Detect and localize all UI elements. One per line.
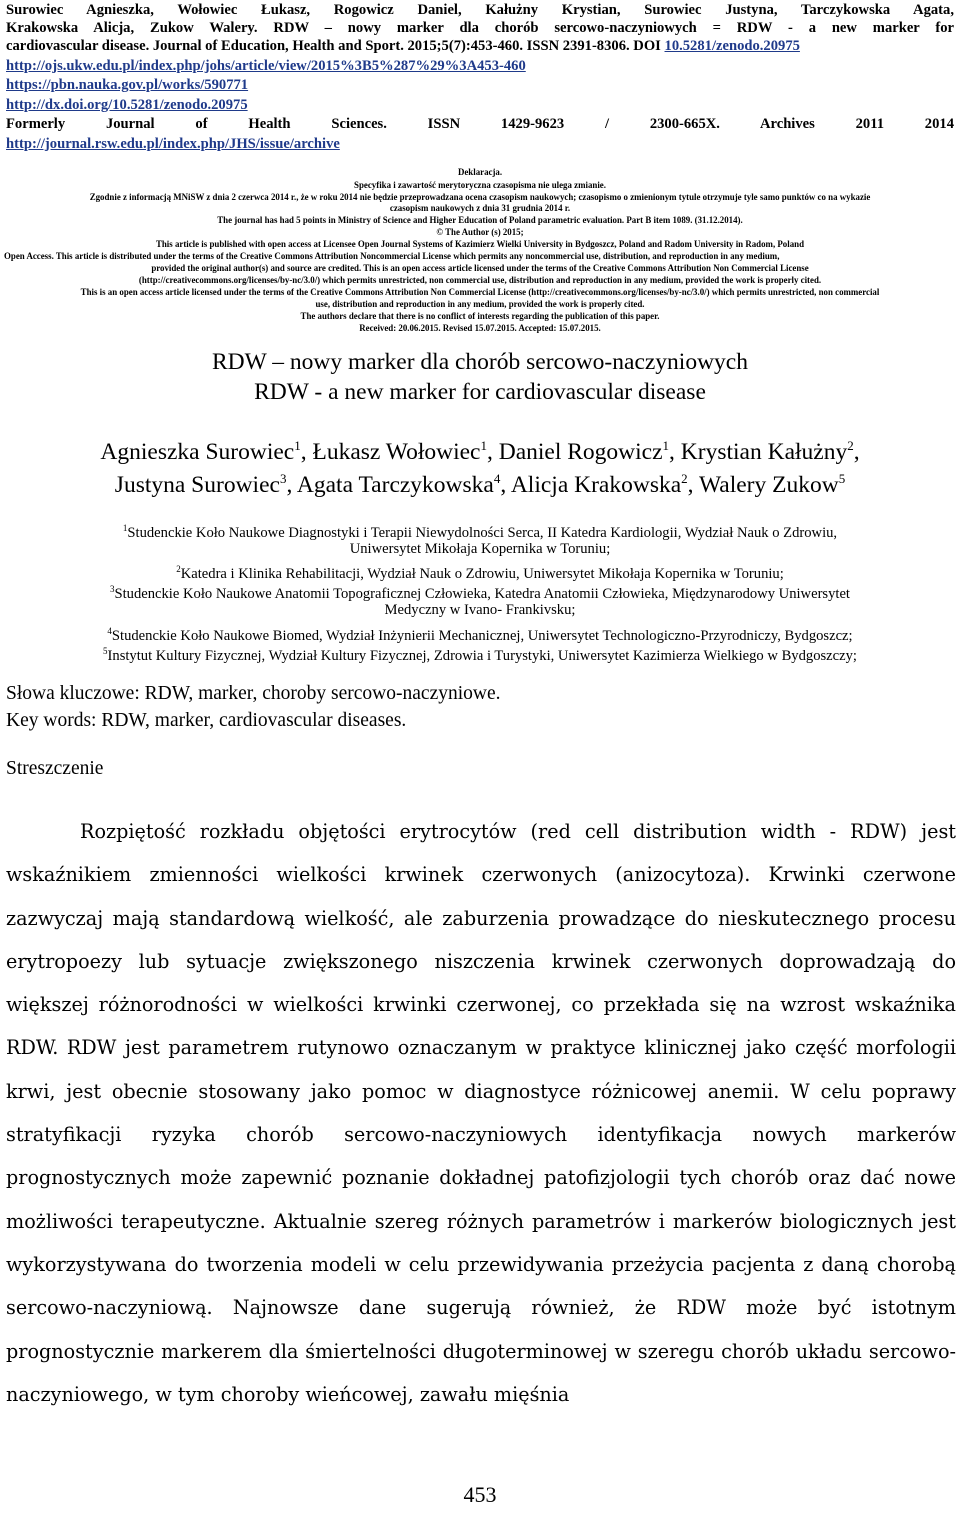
author-name: Alicja Krakowska — [510, 471, 682, 498]
author-aff: 2 — [681, 471, 688, 486]
formerly-line: Formerly Journal of Health Sciences. ISSN 1429-9623 / 2300-665X. Archives 2011 2014 — [6, 116, 954, 132]
license-line-2: Open Access. This article is distributed under the terms of the Creative Commons Attribution Noncommercial License which permits any noncommercial use, distribution, and reproduction in any medium, — [4, 251, 780, 261]
citation-line-1: Surowiec Agnieszka, Wołowiec Łukasz, Rogowicz Daniel, Kałużny Krystian, Surowiec Justyna, Tarczykowska Agata, — [6, 2, 954, 18]
affiliation-number: 5 — [103, 646, 108, 656]
author-aff: 5 — [838, 471, 846, 486]
notice-line-4: czasopism naukowych z dnia 31 grudnia 2014 r. — [389, 203, 571, 213]
author-aff: 4 — [493, 471, 501, 486]
journal-url-link[interactable] — [6, 57, 526, 75]
author-name: Daniel Rogowicz — [498, 438, 663, 465]
authors-line-1: Agnieszka Surowiec$^1$, Łukasz Wołowiec$^1$, Daniel Rogowicz$^1$, Krystian Kałużny$^2$, — [100, 438, 860, 465]
affiliation-text: Studenckie Koło Naukowe Anatomii Topograficznej Człowieka, Katedra Anatomii Człowieka, Międzynarodowy Uniwersytet — [114, 585, 850, 602]
pbn-url-text[interactable]: https://pbn.nauka.gov.pl/works/590771 — [6, 77, 249, 93]
notice-line-3: Zgodnie z informacją MNiSW z dnia 2 czerwca 2014 r., że w roku 2014 nie będzie przeprowadzana ocena czasopism naukowych; czasopismo o zmienionym tytule otrzymuje tyle samo punktów co na wykazie — [89, 192, 871, 202]
author-name: Justyna Surowiec — [114, 471, 280, 498]
archive-url-link[interactable] — [6, 135, 340, 153]
license-line-4: (http://creativecommons.org/licenses/by-nc/3.0/) which permits unrestricted, non commercial use, distribution and reproduction in any medium, provided the work is properly cited. — [138, 275, 822, 285]
affiliation-text: Studenckie Koło Naukowe Diagnostyki i Terapii Niewydolności Serca, II Katedra Kardiologii, Wydział Nauk o Zdrowiu, — [127, 524, 838, 541]
conflict-line: The authors declare that there is no conflict of interests regarding the publication of this paper. — [300, 311, 660, 321]
abstract-heading: Streszczenie — [6, 758, 104, 779]
doi-url-link[interactable] — [6, 96, 248, 114]
notice-line-5: The journal has had 5 points in Ministry of Science and Higher Education of Poland parametric evaluation. Part B item 1089. (31.12.2014). — [217, 215, 743, 225]
affiliation-5 — [4, 641, 956, 666]
affiliation-1-line-2: Uniwersytet Mikołaja Kopernika w Toruniu; — [349, 541, 611, 557]
license-line-5: This is an open access article licensed under the terms of the Creative Commons Attribution Non Commercial License (http://creativecommons.org/licenses/by-nc/3.0/) which permits unrestricted, non commercial — [80, 287, 880, 297]
author-aff: 1 — [662, 438, 670, 453]
citation-line-3 — [6, 38, 954, 56]
author-name: Agata Tarczykowska — [296, 471, 494, 498]
doi-link[interactable]: 10.5281/zenodo.20975 — [664, 38, 800, 54]
page-number: 453 — [463, 1482, 497, 1507]
journal-url-text[interactable]: http://ojs.ukw.edu.pl/index.php/johs/article/view/2015%3B5%287%29%3A453-460 — [6, 58, 526, 74]
author-name: Łukasz Wołowiec — [312, 438, 481, 465]
citation-text: cardiovascular disease. Journal of Education, Health and Sport. 2015;5(7):453-460. ISSN 2391-8306. DOI — [6, 38, 665, 54]
affiliation-number: 2 — [176, 564, 181, 574]
affiliation-3-line-2: Medyczny w Ivano- Frankivsku; — [384, 602, 576, 618]
license-line-3: provided the original author(s) and source are credited. This is an open access article licensed under the terms of the Creative Commons Attribution Non Commercial License — [151, 263, 809, 273]
author-aff: 2 — [847, 438, 854, 453]
keywords-polish: Słowa kluczowe: RDW, marker, choroby sercowo-naczyniowe. — [6, 683, 501, 704]
affiliation-number: 1 — [122, 523, 128, 533]
affiliation-text: Katedra i Klinika Rehabilitacji, Wydział Nauk o Zdrowiu, Uniwersytet Mikołaja Kopernika w Toruniu; — [180, 565, 784, 582]
keywords-english: Key words: RDW, marker, cardiovascular diseases. — [6, 710, 407, 731]
title-polish: RDW – nowy marker dla chorób sercowo-naczyniowych — [212, 349, 748, 375]
affiliation-text: Studenckie Koło Naukowe Biomed, Wydział Inżynierii Mechanicznej, Uniwersytet Technologiczno-Przyrodniczy, Bydgoszcz; — [111, 627, 853, 644]
doi-url-text[interactable]: http://dx.doi.org/10.5281/zenodo.20975 — [6, 97, 248, 113]
archive-url-text[interactable]: http://journal.rsw.edu.pl/index.php/JHS/issue/archive — [6, 136, 340, 152]
notice-declaration: Deklaracja. — [457, 167, 503, 177]
abstract-body — [6, 810, 956, 1416]
affiliation-number: 3 — [109, 584, 115, 594]
author-aff: 1 — [294, 438, 301, 453]
title-english: RDW - a new marker for cardiovascular disease — [254, 379, 706, 405]
author-name: Krystian Kałużny — [680, 438, 848, 465]
author-name: Walery Zukow — [698, 471, 839, 498]
license-line-1: This article is published with open access at Licensee Open Journal Systems of Kazimierz Wielki University in Bydgoszcz, Poland and Radom University in Radom, Poland — [155, 239, 805, 249]
affiliation-text: Instytut Kultury Fizycznej, Wydział Kultury Fizycznej, Zdrowia i Turystyki, Uniwersytet Kazimierza Wielkiego w Bydgoszczy; — [107, 647, 857, 664]
author-aff: 1 — [480, 438, 487, 453]
copyright-line: © The Author (s) 2015; — [436, 227, 524, 237]
notice-line-2: Specyfika i zawartość merytoryczna czasopisma nie ulega zmianie. — [354, 180, 606, 190]
author-aff: 3 — [279, 471, 287, 486]
author-name: Agnieszka Surowiec — [100, 438, 295, 465]
citation-line-2: Krakowska Alicja, Zukow Walery. RDW – nowy marker dla chorób sercowo-naczyniowych = RDW - a new marker for — [6, 20, 954, 36]
authors-line-2: Justyna Surowiec$^3$, Agata Tarczykowska$^4$, Alicja Krakowska$^2$, Walery Zukow$^5$ — [114, 471, 846, 498]
pbn-url-link[interactable] — [6, 76, 248, 94]
license-line-6: use, distribution and reproduction in any medium, provided the work is properly cited. — [315, 299, 645, 309]
dates-line: Received: 20.06.2015. Revised 15.07.2015. Accepted: 15.07.2015. — [359, 323, 601, 333]
abstract-paragraph: Rozpiętość rozkładu objętości erytrocytów (red cell distribution width - RDW) jest wskaźnikiem zmienności wielkości krwinek czerwonych (anizocytoza). Krwinki czerwone zazwyczaj mają standardową wielkość, ale zaburzenia prowadzące do nieskutecznego procesu erytropoezy lub sytuacje zwiększonego niszczenia krwinek czerwonych doprowadzają do większej różnorodności w wielkości krwinki czerwonej, co przekłada się na wzrost wskaźnika RDW. RDW jest parametrem rutynowo oznaczanym w praktyce klinicznej jako część morfologii krwi, jest obecnie stosowany jako pomoc w diagnostyce różnicowej anemii. W celu poprawy stratyfikacji ryzyka chorób sercowo-naczyniowych identyfikacja nowych markerów prognostycznych może zapewnić poznanie dokładnej patofizjologii tych chorób oraz dać nowe możliwości terapeutyczne. Aktualnie szereg różnych parametrów i markerów biologicznych jest wykorzystywana do tworzenia modeli w celu przewidywania przeżycia pacjenta z daną chorobą sercowo-naczyniową. Najnowsze dane sugerują również, że RDW może być istotnym prognostycznie markerem dla śmiertelności długoterminowej w szeregu chorób układu sercowo-naczyniowego, w tym choroby wieńcowej, zawału mięśnia — [6, 820, 956, 1406]
affiliation-number: 4 — [107, 626, 112, 636]
